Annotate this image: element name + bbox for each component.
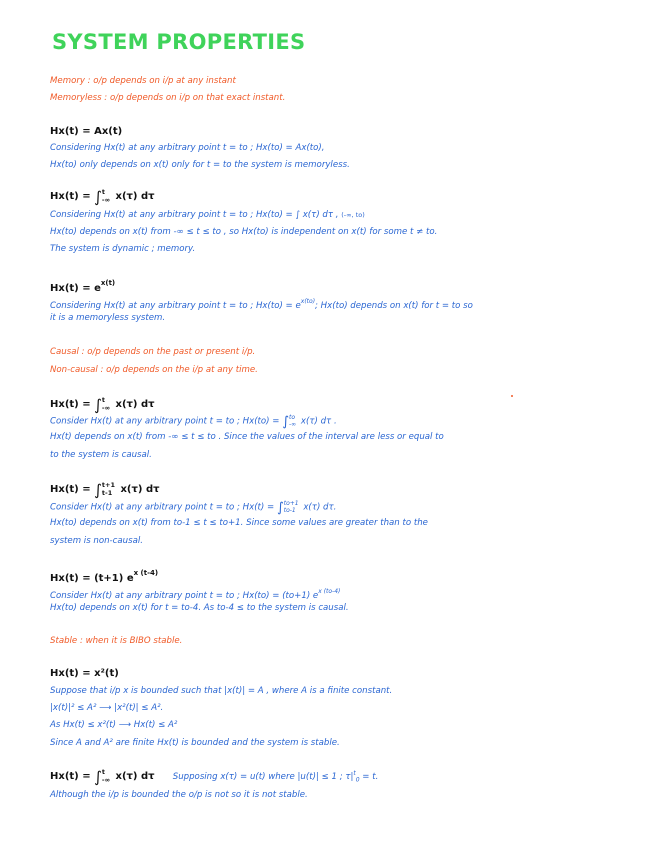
ink-dot (511, 395, 513, 397)
memory-example-2-equation: Hx(t) = ∫ t -∞ x(τ) dτ (50, 188, 155, 206)
memory-example-3-line-2: it is a memoryless system. (50, 313, 166, 323)
stable-example-1-line-4: Since A and A² are finite Hx(t) is bounded and the system is stable. (50, 738, 340, 748)
page-title: SYSTEM PROPERTIES (52, 30, 306, 54)
causal-definition: Causal : o/p depends on the past or present i/p. (50, 347, 256, 357)
causal-example-3-line-2: Hx(to) depends on x(t) for t = to-4. As to-4 ≤ to the system is causal. (50, 603, 349, 613)
causal-example-1-line-3: to the system is causal. (50, 450, 152, 460)
memory-example-1-equation: Hx(t) = Ax(t) (50, 126, 123, 137)
causal-example-1-line-2: Hx(t) depends on x(t) from -∞ ≤ t ≤ to . Since the values of the interval are less or equal to (50, 432, 444, 442)
integral-limits: (-∞, to) (341, 211, 365, 219)
stable-example-1-line-2: |x(t)|² ≤ A² ⟶ |x²(t)| ≤ A². (50, 703, 164, 713)
stable-example-1-line-1: Suppose that i/p x is bounded such that |x(t)| = A , where A is a finite constant. (50, 686, 393, 696)
integral-lower-limit: -∞ (101, 196, 111, 204)
causal-example-3-line-1: Consider Hx(t) at any arbitrary point t = to ; Hx(to) = (to+1) $e^{x (to-4)}$ (50, 588, 341, 601)
causal-example-3-equation: Hx(t) = (t+1) $e^{x (t-4)}$ (50, 569, 159, 584)
causal-example-1-line-1: Consider Hx(t) at any arbitrary point t = to ; Hx(to) = ∫ to -∞ x(τ) dτ . (50, 414, 337, 430)
stable-definition: Stable : when it is BIBO stable. (50, 636, 183, 646)
memory-example-2-line-3: The system is dynamic ; memory. (50, 244, 196, 254)
causal-example-2-line-3: system is non-causal. (50, 536, 143, 546)
stable-example-1-equation: Hx(t) = x²(t) (50, 668, 119, 679)
memory-example-2-line-2: Hx(to) depends on x(t) from -∞ ≤ t ≤ to , so Hx(to) is independent on x(t) for some t ≠ to. (50, 227, 438, 237)
memoryless-definition: Memoryless : o/p depends on i/p on that exact instant. (50, 93, 286, 103)
noncausal-definition: Non-causal : o/p depends on the i/p at any time. (50, 365, 258, 375)
stable-example-2-line-1: Hx(t) = ∫ t -∞ x(τ) dτ Supposing x(τ) = u(t) where |u(t)| ≤ 1 ; $\tau|^t_0 = t$. (50, 768, 379, 786)
memory-definition: Memory : o/p depends on i/p at any instant (50, 76, 236, 86)
memory-example-3-equation: $Hx(t) = e^{x(t)}$ (50, 279, 116, 294)
causal-example-2-equation: Hx(t) = ∫ t+1 t-1 x(τ) dτ (50, 481, 160, 499)
stable-example-2-equation: Hx(t) = ∫ t -∞ x(τ) dτ (50, 768, 155, 786)
causal-example-2-line-1: Consider Hx(t) at any arbitrary point t = to ; Hx(t) = ∫ to+1 to-1 x(τ) dτ. (50, 500, 337, 516)
integral-upper-limit: t (101, 188, 106, 196)
memory-example-1-line-2: Hx(to) only depends on x(t) only for t = to the system is memoryless. (50, 160, 350, 170)
memory-example-3-line-1: Considering Hx(t) at any arbitrary point t = to ; $Hx(to) = e^{x(to)}$; Hx(to) depends on x(t) for t = to so (50, 298, 473, 311)
stable-example-2-line-2: Although the i/p is bounded the o/p is not so it is not stable. (50, 790, 308, 800)
memory-example-2-line-1: Considering Hx(t) at any arbitrary point t = to ; Hx(to) = ∫ x(τ) dτ , (-∞, to) (50, 210, 365, 220)
causal-example-2-line-2: Hx(to) depends on x(t) from to-1 ≤ t ≤ to+1. Since some values are greater than to the (50, 518, 428, 528)
causal-example-1-equation: Hx(t) = ∫ t -∞ x(τ) dτ (50, 396, 155, 414)
memory-example-1-line-1: Considering Hx(t) at any arbitrary point t = to ; Hx(to) = Ax(to), (50, 143, 325, 153)
stable-example-1-line-3: As Hx(t) ≤ x²(t) ⟶ Hx(t) ≤ A² (50, 720, 178, 730)
